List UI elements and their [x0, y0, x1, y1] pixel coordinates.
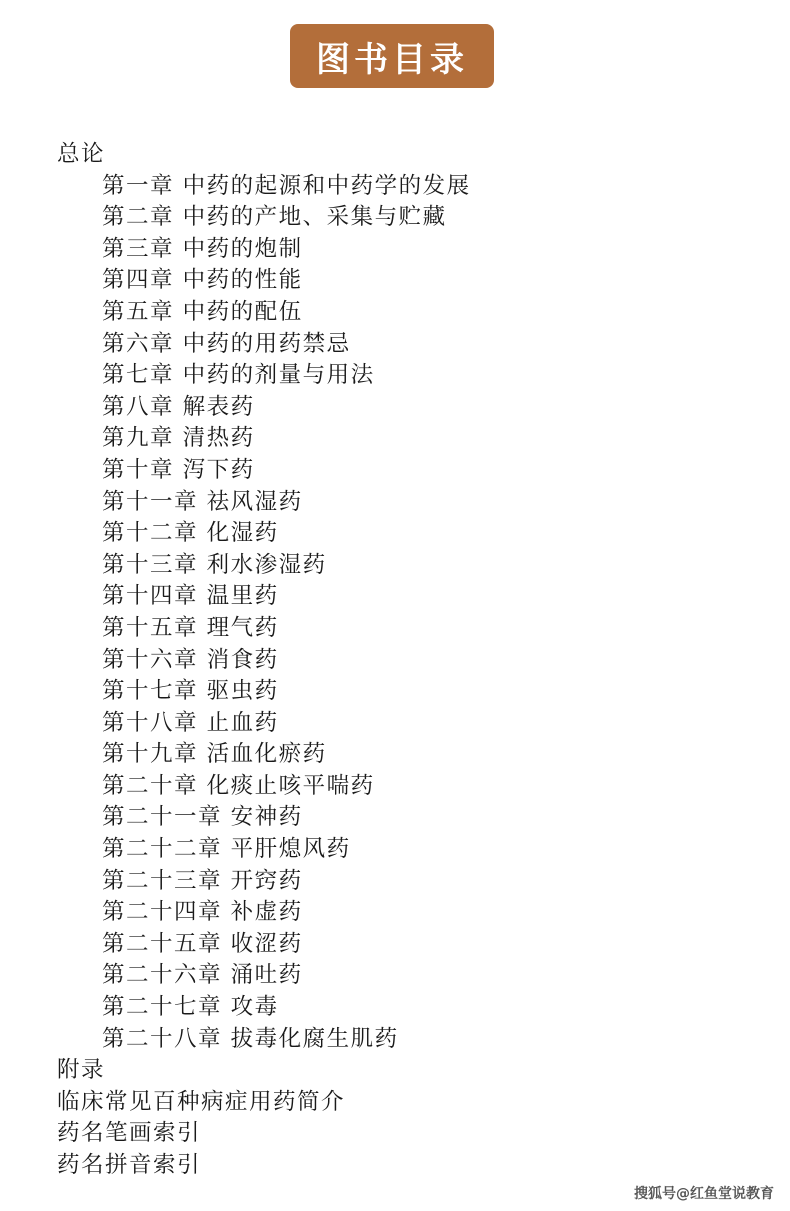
toc-chapter[interactable]: 第二十五章 收涩药 [102, 930, 303, 957]
toc-chapter[interactable]: 第六章 中药的用药禁忌 [102, 330, 351, 357]
toc-chapter[interactable]: 第二十二章 平肝熄风药 [102, 836, 351, 863]
toc-chapter[interactable]: 第十七章 驱虫药 [102, 678, 279, 705]
toc-chapter[interactable]: 第五章 中药的配伍 [102, 298, 303, 325]
toc-chapter[interactable]: 第十八章 止血药 [102, 709, 279, 736]
toc-appendix-item[interactable]: 临床常见百种病症用药简介 [57, 1088, 346, 1115]
toc-appendix[interactable]: 附录 [57, 1057, 106, 1084]
toc-chapter[interactable]: 第十四章 温里药 [102, 583, 279, 610]
watermark: 搜狐号@红鱼堂说教育 [634, 1186, 774, 1202]
toc-appendix-item[interactable]: 药名拼音索引 [57, 1152, 202, 1178]
toc-chapter[interactable]: 第二十四章 补虚药 [102, 899, 303, 926]
toc-chapter[interactable]: 第七章 中药的剂量与用法 [102, 362, 375, 389]
toc-chapter[interactable]: 第一章 中药的起源和中药学的发展 [102, 172, 471, 199]
toc-general[interactable]: 总论 [57, 141, 106, 167]
toc-chapter[interactable]: 第十九章 活血化瘀药 [102, 741, 327, 768]
toc-chapter[interactable]: 第九章 清热药 [102, 425, 255, 452]
toc-chapter[interactable]: 第十二章 化湿药 [102, 520, 279, 547]
toc-chapter[interactable]: 第二章 中药的产地、采集与贮藏 [102, 204, 447, 231]
toc-chapter[interactable]: 第二十三章 开窍药 [102, 867, 303, 894]
table-of-contents [0, 139, 790, 1182]
header-badge [290, 24, 494, 88]
toc-chapter[interactable]: 第八章 解表药 [102, 393, 255, 420]
toc-chapter[interactable]: 第十六章 消食药 [102, 646, 279, 673]
toc-appendix-item[interactable]: 药名笔画索引 [57, 1120, 202, 1147]
toc-chapter[interactable]: 第二十章 化痰止咳平喘药 [102, 772, 375, 799]
toc-chapter[interactable]: 第二十一章 安神药 [102, 804, 303, 831]
toc-chapter[interactable]: 第二十八章 拔毒化腐生肌药 [102, 1025, 399, 1052]
toc-chapter[interactable]: 第十章 泻下药 [102, 456, 255, 483]
toc-chapter[interactable]: 第二十六章 涌吐药 [102, 962, 303, 989]
toc-chapter[interactable]: 第四章 中药的性能 [102, 267, 303, 294]
page-title: 图书目录 [316, 39, 468, 80]
toc-chapter[interactable]: 第十五章 理气药 [102, 614, 279, 641]
toc-chapter[interactable]: 第十一章 祛风湿药 [102, 488, 303, 515]
toc-chapter[interactable]: 第十三章 利水渗湿药 [102, 551, 327, 578]
toc-chapter[interactable]: 第三章 中药的炮制 [102, 235, 303, 262]
toc-chapter[interactable]: 第二十七章 攻毒 [102, 994, 279, 1021]
